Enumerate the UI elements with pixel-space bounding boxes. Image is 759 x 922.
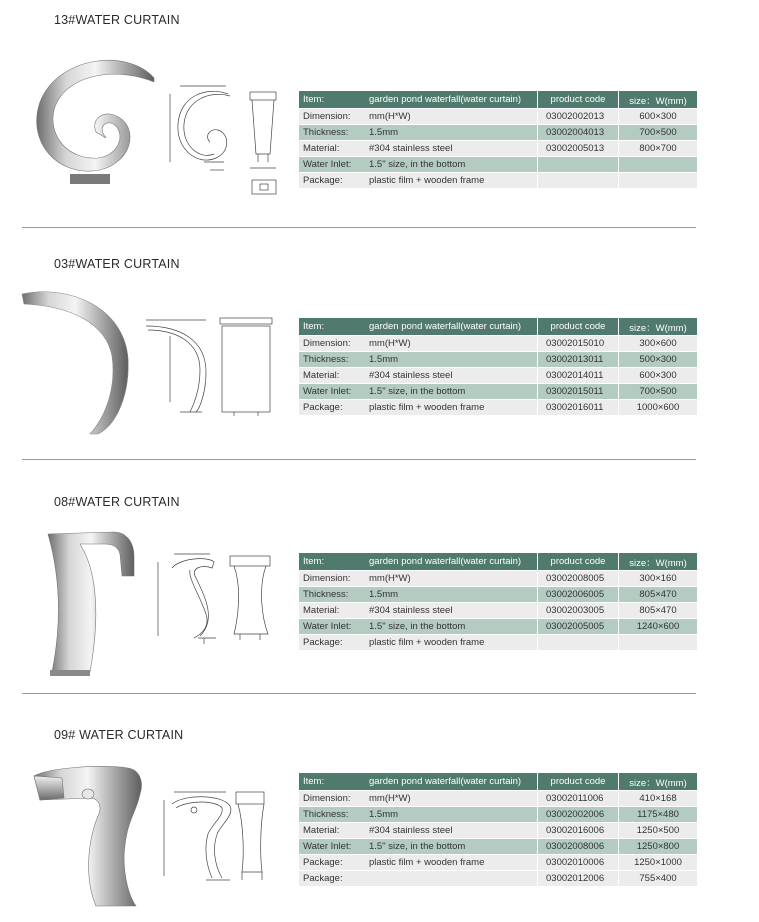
col-size: size：W(mm)	[619, 91, 698, 109]
table-row	[299, 823, 697, 839]
col-desc: garden pond waterfall(water curtain)	[365, 553, 538, 571]
row-label: Material:	[299, 141, 365, 157]
row-size: 300×160	[619, 571, 698, 587]
section-title: 09# WATER CURTAIN	[54, 728, 184, 742]
row-code: 03002008005	[538, 571, 619, 587]
col-desc: garden pond waterfall(water curtain)	[365, 773, 538, 791]
table-row	[299, 807, 697, 823]
section-title: 03#WATER CURTAIN	[54, 257, 180, 271]
table-row	[299, 839, 697, 855]
row-label: Package:	[299, 173, 365, 189]
row-size	[619, 635, 698, 651]
row-value	[365, 871, 538, 887]
section-divider	[22, 693, 696, 694]
row-value: plastic film + wooden frame	[365, 400, 538, 416]
row-size: 805×470	[619, 603, 698, 619]
col-desc: garden pond waterfall(water curtain)	[365, 318, 538, 336]
row-size: 600×300	[619, 109, 698, 125]
col-size: size：W(mm)	[619, 773, 698, 791]
table-header-row	[299, 318, 697, 336]
col-item: Item:	[299, 553, 365, 571]
row-code: 03002002006	[538, 807, 619, 823]
table-row	[299, 109, 697, 125]
row-label: Dimension:	[299, 791, 365, 807]
row-size: 410×168	[619, 791, 698, 807]
row-code: 03002012006	[538, 871, 619, 887]
col-size: size：W(mm)	[619, 553, 698, 571]
row-value: mm(H*W)	[365, 791, 538, 807]
row-label: Thickness:	[299, 125, 365, 141]
row-value: 1.5" size, in the bottom	[365, 157, 538, 173]
row-size: 800×700	[619, 141, 698, 157]
table-row	[299, 603, 697, 619]
row-size: 805×470	[619, 587, 698, 603]
row-size: 700×500	[619, 384, 698, 400]
row-size: 600×300	[619, 368, 698, 384]
section-title: 08#WATER CURTAIN	[54, 495, 180, 509]
row-value: 1.5mm	[365, 125, 538, 141]
row-code: 03002010006	[538, 855, 619, 871]
row-value: #304 stainless steel	[365, 823, 538, 839]
table-header-row	[299, 553, 697, 571]
row-code: 03002006005	[538, 587, 619, 603]
col-code: product code	[538, 318, 619, 336]
row-label: Water Inlet:	[299, 384, 365, 400]
row-size: 1250×500	[619, 823, 698, 839]
technical-drawing-13	[166, 80, 294, 200]
row-value: 1.5" size, in the bottom	[365, 384, 538, 400]
table-row	[299, 871, 697, 887]
spec-table-13	[299, 91, 697, 189]
row-value: plastic film + wooden frame	[365, 173, 538, 189]
row-value: mm(H*W)	[365, 109, 538, 125]
row-code: 03002005005	[538, 619, 619, 635]
row-value: #304 stainless steel	[365, 141, 538, 157]
table-row	[299, 587, 697, 603]
section-divider	[22, 227, 696, 228]
col-size: size：W(mm)	[619, 318, 698, 336]
row-code	[538, 635, 619, 651]
row-code	[538, 157, 619, 173]
row-label: Thickness:	[299, 587, 365, 603]
row-size: 1250×1000	[619, 855, 698, 871]
table-row	[299, 791, 697, 807]
row-code: 03002011006	[538, 791, 619, 807]
row-label: Thickness:	[299, 352, 365, 368]
section-divider	[22, 459, 696, 460]
product-photo-13	[28, 52, 160, 194]
row-value: mm(H*W)	[365, 336, 538, 352]
row-value: #304 stainless steel	[365, 368, 538, 384]
row-label: Material:	[299, 603, 365, 619]
row-label: Water Inlet:	[299, 839, 365, 855]
row-value: 1.5" size, in the bottom	[365, 619, 538, 635]
col-code: product code	[538, 553, 619, 571]
row-label: Dimension:	[299, 336, 365, 352]
row-size: 1000×600	[619, 400, 698, 416]
col-item: Item:	[299, 318, 365, 336]
row-value: plastic film + wooden frame	[365, 635, 538, 651]
table-header-row	[299, 773, 697, 791]
technical-drawing-09	[158, 786, 282, 886]
table-row	[299, 157, 697, 173]
col-code: product code	[538, 773, 619, 791]
row-value: plastic film + wooden frame	[365, 855, 538, 871]
row-size: 1240×600	[619, 619, 698, 635]
table-row	[299, 855, 697, 871]
row-label: Thickness:	[299, 807, 365, 823]
table-row	[299, 352, 697, 368]
row-code: 03002015011	[538, 384, 619, 400]
col-item: Item:	[299, 773, 365, 791]
col-code: product code	[538, 91, 619, 109]
section-title: 13#WATER CURTAIN	[54, 13, 180, 27]
product-photo-08	[40, 526, 140, 678]
row-code	[538, 173, 619, 189]
row-value: mm(H*W)	[365, 571, 538, 587]
table-row	[299, 173, 697, 189]
product-photo-03	[20, 288, 132, 438]
row-size: 300×600	[619, 336, 698, 352]
row-value: 1.5mm	[365, 587, 538, 603]
row-size	[619, 157, 698, 173]
spec-table-03	[299, 318, 697, 416]
spec-table-08	[299, 553, 697, 651]
row-code: 03002005013	[538, 141, 619, 157]
table-row	[299, 141, 697, 157]
row-value: 1.5mm	[365, 807, 538, 823]
row-size: 755×400	[619, 871, 698, 887]
row-size: 500×300	[619, 352, 698, 368]
row-code: 03002016011	[538, 400, 619, 416]
row-code: 03002015010	[538, 336, 619, 352]
row-code: 03002008006	[538, 839, 619, 855]
table-row	[299, 368, 697, 384]
row-code: 03002016006	[538, 823, 619, 839]
row-code: 03002003005	[538, 603, 619, 619]
product-photo-09	[28, 760, 146, 910]
row-size: 700×500	[619, 125, 698, 141]
table-row	[299, 336, 697, 352]
row-label: Material:	[299, 823, 365, 839]
row-code: 03002002013	[538, 109, 619, 125]
row-size: 1250×800	[619, 839, 698, 855]
row-label: Dimension:	[299, 571, 365, 587]
row-value: #304 stainless steel	[365, 603, 538, 619]
row-size	[619, 173, 698, 189]
table-row	[299, 384, 697, 400]
table-row	[299, 571, 697, 587]
row-label: Material:	[299, 368, 365, 384]
table-row	[299, 400, 697, 416]
row-label: Package:	[299, 855, 365, 871]
row-label: Water Inlet:	[299, 157, 365, 173]
table-header-row	[299, 91, 697, 109]
technical-drawing-03	[140, 312, 280, 422]
row-value: 1.5" size, in the bottom	[365, 839, 538, 855]
row-label: Water Inlet:	[299, 619, 365, 635]
row-value: 1.5mm	[365, 352, 538, 368]
row-code: 03002004013	[538, 125, 619, 141]
col-desc: garden pond waterfall(water curtain)	[365, 91, 538, 109]
row-label: Dimension:	[299, 109, 365, 125]
table-row	[299, 125, 697, 141]
row-label: Package:	[299, 871, 365, 887]
table-row	[299, 635, 697, 651]
row-code: 03002013011	[538, 352, 619, 368]
technical-drawing-08	[150, 548, 280, 648]
row-size: 1175×480	[619, 807, 698, 823]
row-label: Package:	[299, 400, 365, 416]
row-code: 03002014011	[538, 368, 619, 384]
col-item: Item:	[299, 91, 365, 109]
spec-table-09	[299, 773, 697, 887]
table-row	[299, 619, 697, 635]
row-label: Package:	[299, 635, 365, 651]
